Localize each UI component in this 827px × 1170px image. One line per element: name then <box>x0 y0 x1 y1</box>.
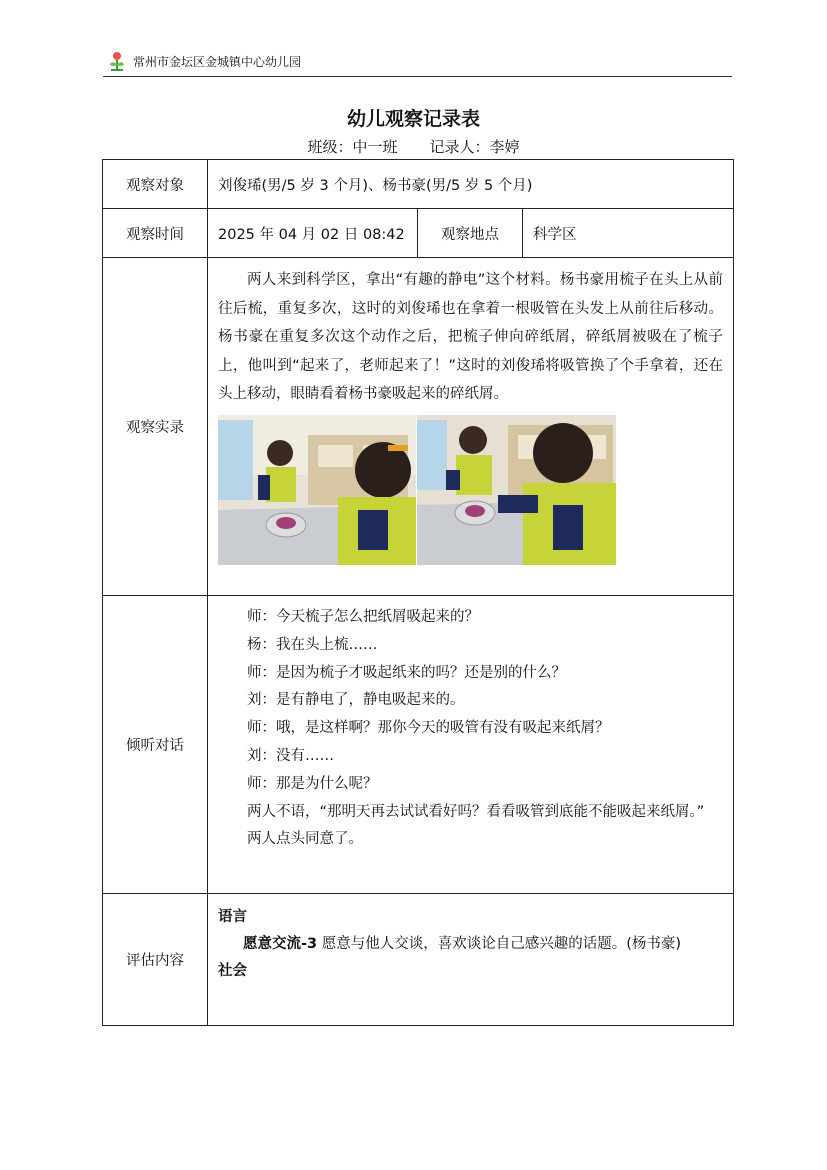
kindergarten-logo-icon <box>106 50 128 72</box>
record-label: 观察实录 <box>103 258 208 596</box>
dialogue-line: 师：那是为什么呢？ <box>247 775 378 792</box>
observation-photo <box>218 415 616 565</box>
record-text: 两人来到科学区，拿出“有趣的静电”这个材料。杨书豪用梳子在头上从前往后梳，重复多次，这时的刘俊琋也在拿着一根吸管在头发上从前往后移动。杨书豪在重复多次这个动作之后，把梳子伸向碎纸屑，碎纸屑被吸在了梳子上，他叫到“起来了，老师起来了！”这时的刘俊琋将吸管换了个手拿着，还在头上移动，眼睛看着杨书豪吸起来的碎纸屑。 <box>218 272 724 402</box>
table-row <box>103 894 734 1026</box>
dialogue-line: 师：哦，是这样啊？那你今天的吸管有没有吸起来纸屑？ <box>247 720 610 737</box>
dialogue-list <box>208 596 733 864</box>
dialogue-cell <box>208 596 734 894</box>
table-row <box>103 596 734 894</box>
observation-table <box>102 159 734 1026</box>
evaluation-category: 语言 <box>218 909 247 925</box>
class-label: 班级：中一班 <box>307 138 398 156</box>
place-label: 观察地点 <box>418 209 523 258</box>
evaluation-item-text: 愿意与他人交谈，喜欢谈论自己感兴趣的话题。(杨书豪) <box>317 936 682 952</box>
page-header <box>103 48 732 77</box>
school-name: 常州市金坛区金城镇中心幼儿园 <box>133 55 302 69</box>
record-cell <box>208 258 734 596</box>
dialogue-line: 刘：没有…… <box>247 747 334 764</box>
time-value: 2025 年 04 月 02 日 08:42 <box>208 209 418 258</box>
dialogue-line: 两人不语，“那明天再去试试看好吗？看看吸管到底能不能吸起来纸屑。” <box>247 803 705 820</box>
subject-label: 观察对象 <box>103 160 208 209</box>
evaluation-label: 评估内容 <box>103 894 208 1026</box>
dialogue-line: 两人点头同意了。 <box>247 831 363 848</box>
page-title: 幼儿观察记录表 <box>346 108 480 130</box>
dialogue-line: 师：是因为梳子才吸起纸来的吗？还是别的什么？ <box>247 664 566 681</box>
table-row <box>103 258 734 596</box>
evaluation-content <box>208 894 733 997</box>
evaluation-category: 社会 <box>218 963 247 979</box>
table-row <box>103 160 734 209</box>
recorder-label: 记录人：李婷 <box>429 138 520 156</box>
evaluation-item-code: 愿意交流-3 <box>243 936 318 952</box>
time-label: 观察时间 <box>103 209 208 258</box>
page-subtitle <box>0 136 827 157</box>
dialogue-line: 杨：我在头上梳…… <box>247 636 378 653</box>
dialogue-line: 刘：是有静电了，静电吸起来的。 <box>247 692 465 709</box>
evaluation-item <box>218 931 723 958</box>
evaluation-cell <box>208 894 734 1026</box>
subject-value: 刘俊琋(男/5 岁 3 个月)、杨书豪(男/5 岁 5 个月) <box>208 160 734 209</box>
dialogue-label: 倾听对话 <box>103 596 208 894</box>
dialogue-line: 师：今天梳子怎么把纸屑吸起来的？ <box>247 609 479 625</box>
place-value: 科学区 <box>523 209 734 258</box>
table-row <box>103 209 734 258</box>
